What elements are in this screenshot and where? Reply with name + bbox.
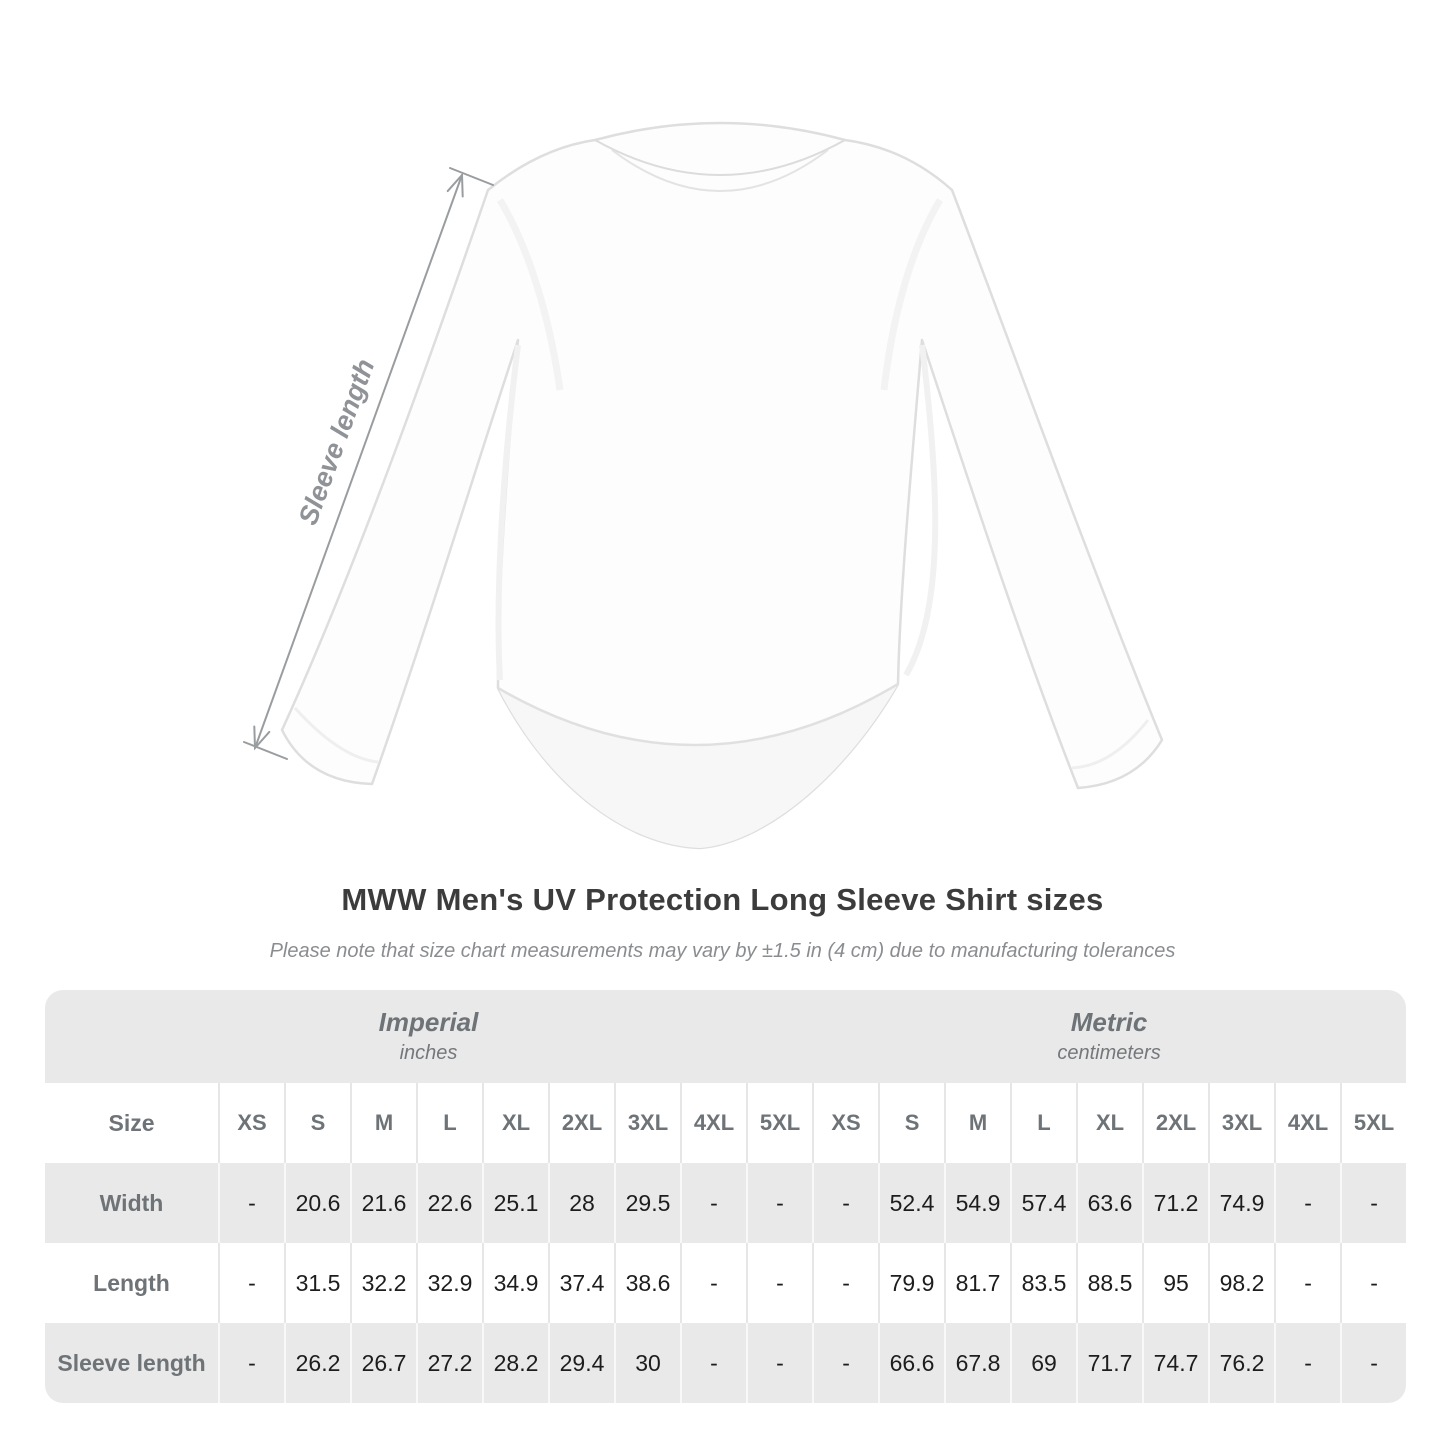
table-cell: -: [1274, 1243, 1340, 1323]
table-cell: 88.5: [1076, 1243, 1142, 1323]
size-col-header: 2XL: [548, 1083, 614, 1163]
table-cell: 28: [548, 1163, 614, 1243]
size-col-header: S: [878, 1083, 944, 1163]
table-cell: -: [1340, 1163, 1406, 1243]
table-cell: -: [680, 1243, 746, 1323]
size-col-header: 4XL: [1274, 1083, 1340, 1163]
table-cell: 71.2: [1142, 1163, 1208, 1243]
table-cell: 38.6: [614, 1243, 680, 1323]
size-col-header: XL: [482, 1083, 548, 1163]
size-col-header: S: [284, 1083, 350, 1163]
sleeve-length-label: Sleeve length: [292, 355, 381, 529]
size-col-header: 3XL: [614, 1083, 680, 1163]
size-chart-table: [45, 990, 1406, 1403]
table-cell: 98.2: [1208, 1243, 1274, 1323]
table-cell: -: [218, 1163, 284, 1243]
imperial-title: Imperial: [378, 1007, 479, 1038]
unit-header-row: [45, 990, 1406, 1083]
table-cell: 81.7: [944, 1243, 1010, 1323]
size-col-header: L: [1010, 1083, 1076, 1163]
table-cell: 66.6: [878, 1323, 944, 1403]
length-row: [45, 1243, 1406, 1323]
row-label-length: Length: [45, 1243, 218, 1323]
table-cell: -: [1340, 1323, 1406, 1403]
table-cell: 32.9: [416, 1243, 482, 1323]
table-cell: 29.5: [614, 1163, 680, 1243]
size-col-header: 5XL: [746, 1083, 812, 1163]
page-subtitle: Please note that size chart measurements may vary by ±1.5 in (4 cm) due to manufacturing tolerances: [269, 940, 1176, 962]
table-cell: 26.2: [284, 1323, 350, 1403]
table-cell: 27.2: [416, 1323, 482, 1403]
table-cell: -: [812, 1243, 878, 1323]
table-cell: 76.2: [1208, 1323, 1274, 1403]
page-title: MWW Men's UV Protection Long Sleeve Shirt sizes: [341, 882, 1104, 917]
table-cell: 34.9: [482, 1243, 548, 1323]
size-col-header: XS: [812, 1083, 878, 1163]
imperial-header-cell: [45, 990, 812, 1083]
shirt-silhouette: [282, 123, 1162, 848]
table-cell: 69: [1010, 1323, 1076, 1403]
table-cell: -: [1274, 1323, 1340, 1403]
table-cell: 30: [614, 1323, 680, 1403]
table-cell: 29.4: [548, 1323, 614, 1403]
table-cell: 20.6: [284, 1163, 350, 1243]
table-cell: 21.6: [350, 1163, 416, 1243]
metric-title: Metric: [1070, 1007, 1148, 1038]
shirt-image: [200, 90, 1250, 870]
table-cell: 67.8: [944, 1323, 1010, 1403]
width-row: [45, 1163, 1406, 1243]
size-col-header: 4XL: [680, 1083, 746, 1163]
table-cell: -: [680, 1323, 746, 1403]
size-col-header: 5XL: [1340, 1083, 1406, 1163]
table-cell: -: [1274, 1163, 1340, 1243]
size-col-header: L: [416, 1083, 482, 1163]
metric-unit: centimeters: [1057, 1041, 1161, 1064]
table-cell: 28.2: [482, 1323, 548, 1403]
table-cell: -: [746, 1243, 812, 1323]
table-cell: 52.4: [878, 1163, 944, 1243]
table-cell: -: [812, 1323, 878, 1403]
table-cell: -: [746, 1323, 812, 1403]
table-cell: 26.7: [350, 1323, 416, 1403]
table-cell: 22.6: [416, 1163, 482, 1243]
table-cell: 79.9: [878, 1243, 944, 1323]
size-header-row: [45, 1083, 1406, 1163]
table-cell: -: [812, 1163, 878, 1243]
table-cell: 57.4: [1010, 1163, 1076, 1243]
imperial-unit: inches: [399, 1041, 458, 1064]
sleeve-length-row: [45, 1323, 1406, 1403]
table-cell: 63.6: [1076, 1163, 1142, 1243]
table-cell: 71.7: [1076, 1323, 1142, 1403]
table-cell: -: [746, 1163, 812, 1243]
row-label-sleeve-length: Sleeve length: [45, 1323, 218, 1403]
table-cell: -: [218, 1323, 284, 1403]
size-col-header: 2XL: [1142, 1083, 1208, 1163]
size-col-header: XS: [218, 1083, 284, 1163]
table-cell: 25.1: [482, 1163, 548, 1243]
table-cell: 74.9: [1208, 1163, 1274, 1243]
table-cell: 32.2: [350, 1243, 416, 1323]
table-cell: 83.5: [1010, 1243, 1076, 1323]
table-cell: 74.7: [1142, 1323, 1208, 1403]
table-cell: 31.5: [284, 1243, 350, 1323]
table-cell: -: [218, 1243, 284, 1323]
table-cell: -: [680, 1163, 746, 1243]
table-cell: 37.4: [548, 1243, 614, 1323]
row-label-width: Width: [45, 1163, 218, 1243]
table-cell: 95: [1142, 1243, 1208, 1323]
table-cell: -: [1340, 1243, 1406, 1323]
size-col-header: XL: [1076, 1083, 1142, 1163]
row-label-size: Size: [45, 1083, 218, 1163]
size-col-header: 3XL: [1208, 1083, 1274, 1163]
size-col-header: M: [944, 1083, 1010, 1163]
size-col-header: M: [350, 1083, 416, 1163]
metric-header-cell: [812, 990, 1406, 1083]
table-cell: 54.9: [944, 1163, 1010, 1243]
